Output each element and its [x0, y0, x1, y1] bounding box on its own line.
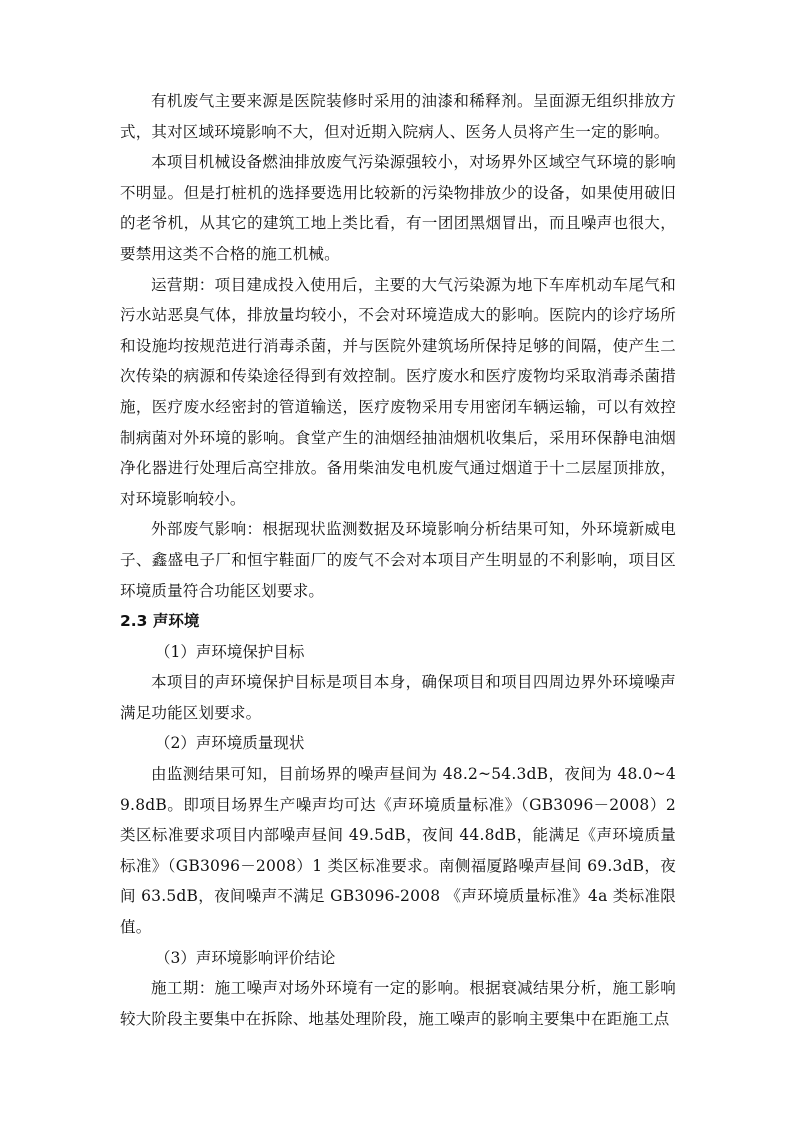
paragraph-operation-period: 运营期：项目建成投入使用后，主要的大气污染源为地下车库机动车尾气和污水站恶臭气体，排放量均较小，不会对环境造成大的影响。医院内的诊疗场所和设施均按规范进行消毒杀菌，并与医院外建筑场所保持足够的间隔，使产生二次传染的病源和传染途径得到有效控制。医疗废水和医疗废物均采取消毒杀菌措施，医疗废水经密封的管道输送，医疗废物采用专用密闭车辆运输，可以有效控制病菌对外环境的影响。食堂产生的油烟经抽油烟机收集后，采用环保静电油烟净化器进行处理后高空排放。备用柴油发电机废气通过烟道于十二层屋顶排放，对环境影响较小。: [120, 275, 676, 508]
subheading-quality-status: （2）声环境质量现状: [155, 734, 305, 753]
paragraph-construction-period: 施工期：施工噪声对场外环境有一定的影响。根据衰减结果分析，施工影响较大阶段主要集中在拆除、地基处理阶段，施工噪声的影响主要集中在距施工点: [120, 979, 676, 1028]
section-heading-acoustic-environment: 2.3 声环境: [120, 612, 200, 631]
paragraph-machinery-emissions: 本项目机械设备燃油排放废气污染源强较小，对场界外区域空气环境的影响不明显。但是打桩机的选择要选用比较新的污染物排放少的设备，如果使用破旧的老爷机，从其它的建筑工地上类比看，有一团团黑烟冒出，而且噪声也很大，要禁用这类不合格的施工机械。: [120, 153, 676, 263]
document-body: [120, 86, 676, 1034]
paragraph-organic-waste-gas: 有机废气主要来源是医院装修时采用的油漆和稀释剂。呈面源无组织排放方式，其对区域环境影响不大，但对近期入院病人、医务人员将产生一定的影响。: [120, 92, 676, 141]
paragraph-quality-status: 由监测结果可知，目前场界的噪声昼间为 48.2~54.3dB，夜间为 48.0~49.8dB。即项目场界生产噪声均可达《声环境质量标准》（GB3096－2008）2 类区标准要求项目内部噪声昼间 49.5dB，夜间 44.8dB，能满足《声环境质量标准》（GB3096－2008）1 类区标准要求。南侧福厦路噪声昼间 69.3dB，夜间 63.5dB，夜间噪声不满足 GB3096-2008 《声环境质量标准》4a 类标准限值。: [120, 765, 676, 937]
paragraph-external-waste-gas: 外部废气影响：根据现状监测数据及环境影响分析结果可知，外环境新威电子、鑫盛电子厂和恒宇鞋面厂的废气不会对本项目产生明显的不利影响，项目区环境质量符合功能区划要求。: [120, 520, 676, 600]
subheading-protection-target: （1）声环境保护目标: [155, 642, 305, 661]
paragraph-protection-target: 本项目的声环境保护目标是项目本身，确保项目和项目四周边界外环境噪声满足功能区划要求。: [120, 673, 676, 722]
subheading-impact-conclusion: （3）声环境影响评价结论: [155, 948, 336, 967]
